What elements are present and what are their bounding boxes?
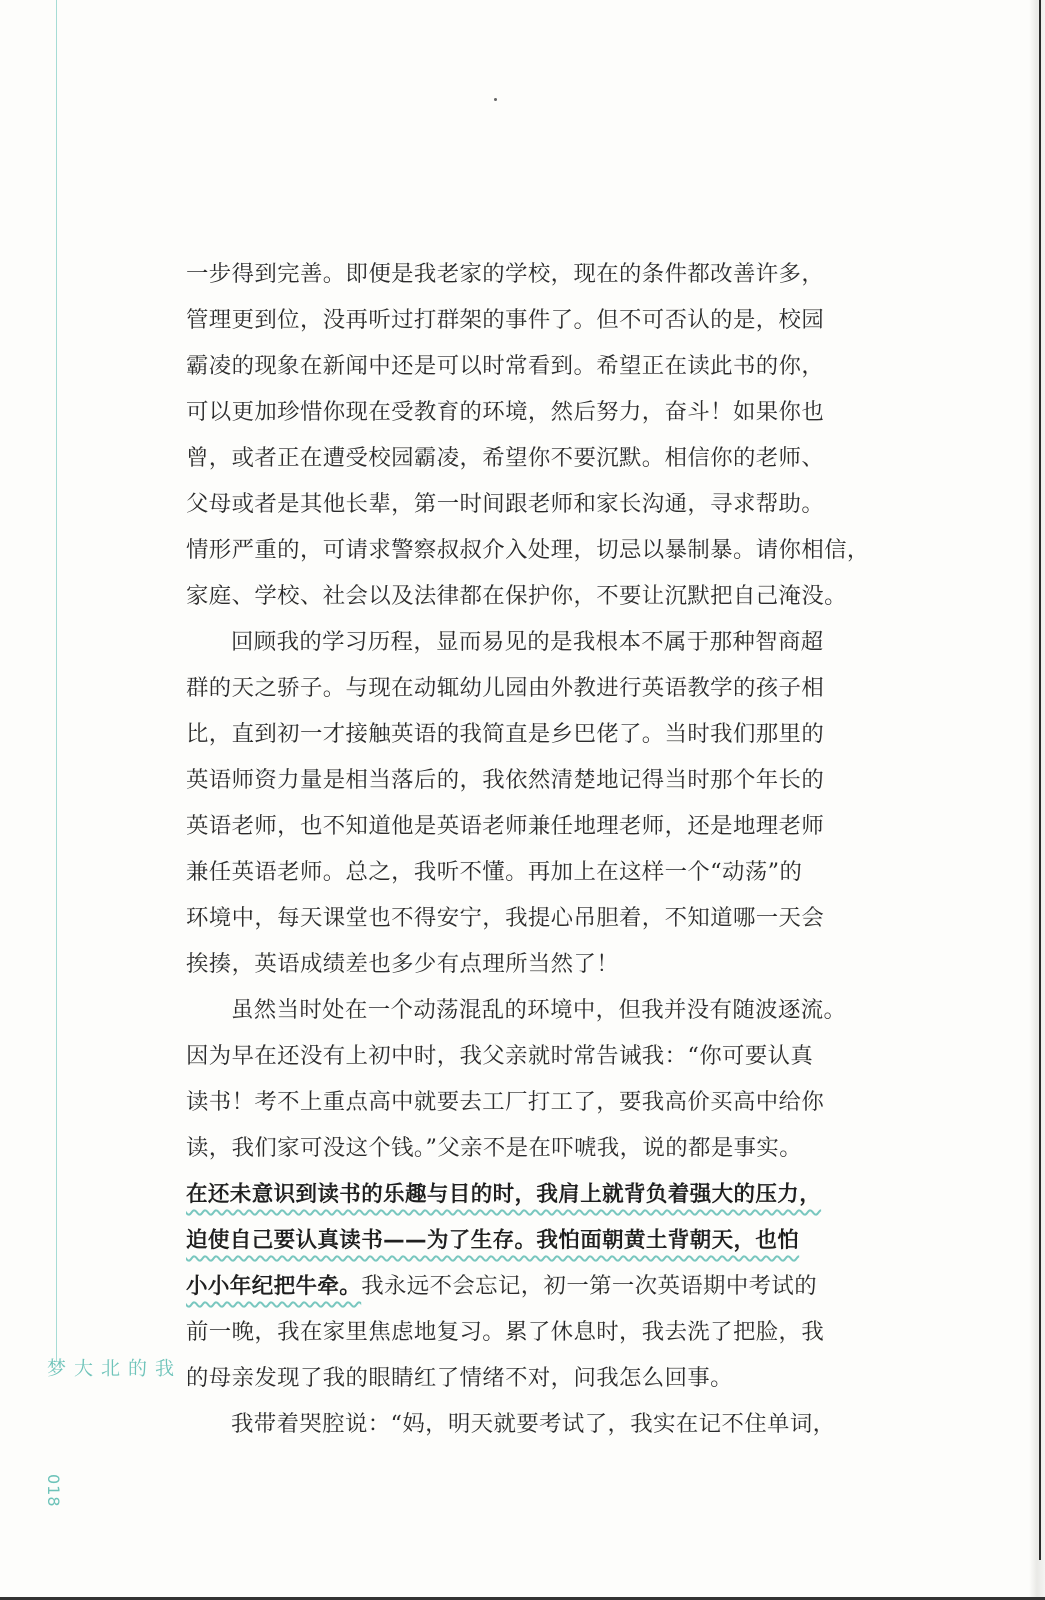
- text-line: 一步得到完善。即便是我老家的学校，现在的条件都改善许多，: [186, 261, 825, 287]
- text-line: 可以更加珍惜你现在受教育的环境，然后努力，奋斗！如果你也: [186, 399, 825, 425]
- text-line: 因为早在还没有上初中时，我父亲就时常告诫我：“你可要认真: [186, 1043, 814, 1069]
- text-line: 英语老师，也不知道他是英语老师兼任地理老师，还是地理老师: [186, 813, 825, 839]
- highlighted-sentence: 在还未意识到读书的乐趣与目的时，我肩上就背负着强大的压力，: [186, 1182, 822, 1207]
- highlight-line: [186, 1171, 876, 1217]
- text-line: 霸凌的现象在新闻中还是可以时常看到。希望正在读此书的你，: [186, 353, 825, 379]
- page-edge-line: [1039, 0, 1041, 1560]
- text-line: 挨揍，英语成绩差也多少有点理所当然了！: [186, 951, 620, 977]
- paragraph-start: 我带着哭腔说：“妈，明天就要考试了，我实在记不住单词，: [231, 1411, 836, 1437]
- text-line: 英语师资力量是相当落后的，我依然清楚地记得当时那个年长的: [186, 767, 825, 793]
- text-line: 父母或者是其他长辈，第一时间跟老师和家长沟通，寻求帮助。: [186, 491, 825, 517]
- text-line: 前一晚，我在家里焦虑地复习。累了休息时，我去洗了把脸，我: [186, 1319, 825, 1345]
- text-line: 比，直到初一才接触英语的我简直是乡巴佬了。当时我们那里的: [186, 721, 825, 747]
- paragraph-start: 虽然当时处在一个动荡混乱的环境中，但我并没有随波逐流。: [231, 997, 847, 1023]
- highlight-line: [186, 1263, 876, 1309]
- text-line: 群的天之骄子。与现在动辄幼儿园由外教进行英语教学的孩子相: [186, 675, 825, 701]
- text-line: 家庭、学校、社会以及法律都在保护你，不要让沉默把自己淹没。: [186, 583, 847, 609]
- page-number: 018: [44, 1474, 63, 1508]
- highlighted-sentence: 迫使自己要认真读书——为了生存。我怕面朝黄土背朝天，也怕: [186, 1228, 800, 1253]
- text-line: 环境中，每天课堂也不得安宁，我提心吊胆着，不知道哪一天会: [186, 905, 825, 931]
- text-run: 我永远不会忘记，初一第一次英语期中考试的: [361, 1273, 818, 1299]
- highlight-line: [186, 1217, 876, 1263]
- text-line: 情形严重的，可请求警察叔叔介入处理，切忌以暴制暴。请你相信，: [186, 537, 870, 563]
- text-line: 读书！考不上重点高中就要去工厂打工了，要我高价买高中给你: [186, 1089, 825, 1115]
- page-edge: [1029, 0, 1045, 1600]
- text-line: 的母亲发现了我的眼睛红了情绪不对，问我怎么回事。: [186, 1365, 733, 1391]
- text-line: 曾，或者正在遭受校园霸凌，希望你不要沉默。相信你的老师、: [186, 445, 825, 471]
- body-text: [186, 251, 876, 1447]
- highlighted-sentence: 小小年纪把牛牵。: [186, 1274, 362, 1299]
- running-title: 我的北大梦: [44, 1358, 174, 1378]
- text-line: 兼任英语老师。总之，我听不懂。再加上在这样一个“动荡”的: [186, 859, 803, 885]
- paragraph-start: 回顾我的学习历程，显而易见的是我根本不属于那种智商超: [231, 629, 824, 655]
- text-line: 管理更到位，没再听过打群架的事件了。但不可否认的是，校园: [186, 307, 825, 333]
- text-line: 读，我们家可没这个钱。”父亲不是在吓唬我，说的都是事实。: [186, 1135, 802, 1161]
- scan-speck: [494, 98, 497, 101]
- sidebar-rule: [56, 0, 57, 1362]
